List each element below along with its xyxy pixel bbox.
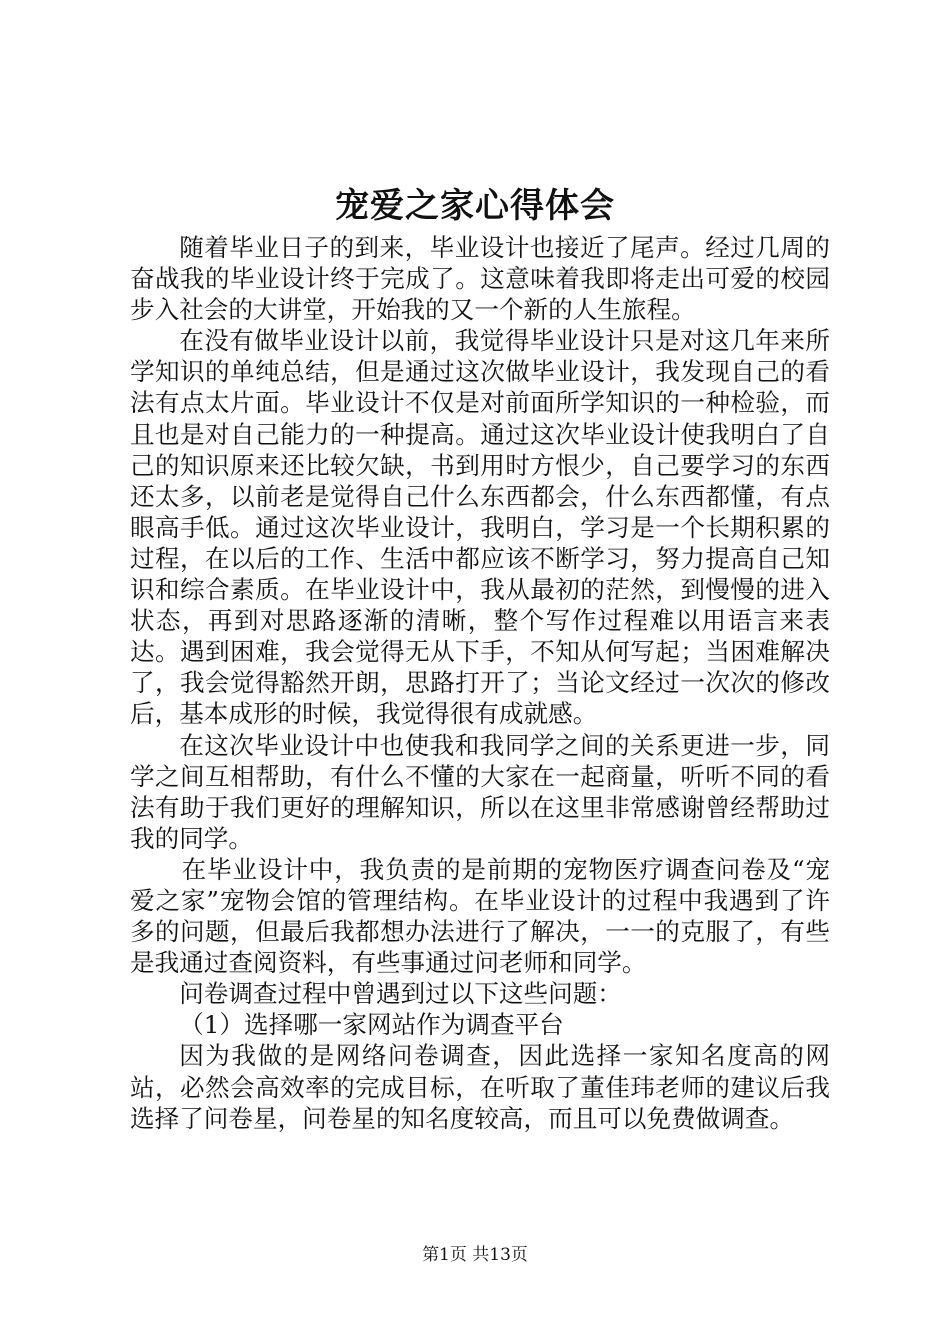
paragraph-1: 随着毕业日子的到来，毕业设计也接近了尾声。经过几周的奋战我的毕业设计终于完成了。这意味着我即将走出可爱的校园步入社会的大讲堂，开始我的又一个新的人生旅程。 [130, 233, 830, 325]
paragraph-2: 在没有做毕业设计以前，我觉得毕业设计只是对这几年来所学知识的单纯总结，但是通过这次做毕业设计，我发现自己的看法有点太片面。毕业设计不仅是对前面所学知识的一种检验，而且也是对自己能力的一种提高。通过这次毕业设计使我明白了自己的知识原来还比较欠缺，书到用时方恨少，自己要学习的东西还太多，以前老是觉得自己什么东西都会，什么东西都懂，有点眼高手低。通过这次毕业设计，我明白，学习是一个长期积累的过程，在以后的工作、生活中都应该不断学习，努力提高自己知识和综合素质。在毕业设计中，我从最初的茫然，到慢慢的进入状态，再到对思路逐渐的清晰，整个写作过程难以用语言来表达。遇到困难，我会觉得无从下手，不知从何写起；当困难解决了，我会觉得豁然开朗，思路打开了；当论文经过一次次的修改后，基本成形的时候，我觉得很有成就感。 [130, 326, 830, 729]
document-body [130, 232, 830, 1134]
paragraph-4: 在毕业设计中，我负责的是前期的宠物医疗调查问卷及“宠爱之家”宠物会馆的管理结构。在毕业设计的过程中我遇到了许多的问题，但最后我都想办法进行了解决，一一的克服了，有些是我通过查阅资料，有些事通过问老师和同学。 [130, 854, 830, 978]
paragraph-6-subheading: （1）选择哪一家网站作为调查平台 [179, 1010, 564, 1040]
paragraph-3: 在这次毕业设计中也使我和我同学之间的关系更进一步，同学之间互相帮助，有什么不懂的大家在一起商量，听听不同的看法有助于我们更好的理解知识，所以在这里非常感谢曾经帮助过我的同学。 [130, 730, 830, 853]
page-number-footer: 第1页 共13页 [422, 1245, 528, 1265]
paragraph-7: 因为我做的是网络问卷调查，因此选择一家知名度高的网站，必然会高效率的完成目标，在听取了董佳玮老师的建议后我选择了问卷星，问卷星的知名度较高，而且可以免费做调查。 [130, 1041, 830, 1133]
paragraph-5: 问卷调查过程中曾遇到过以下这些问题： [179, 979, 622, 1009]
document-title: 宠爱之家心得体会 [335, 186, 615, 226]
